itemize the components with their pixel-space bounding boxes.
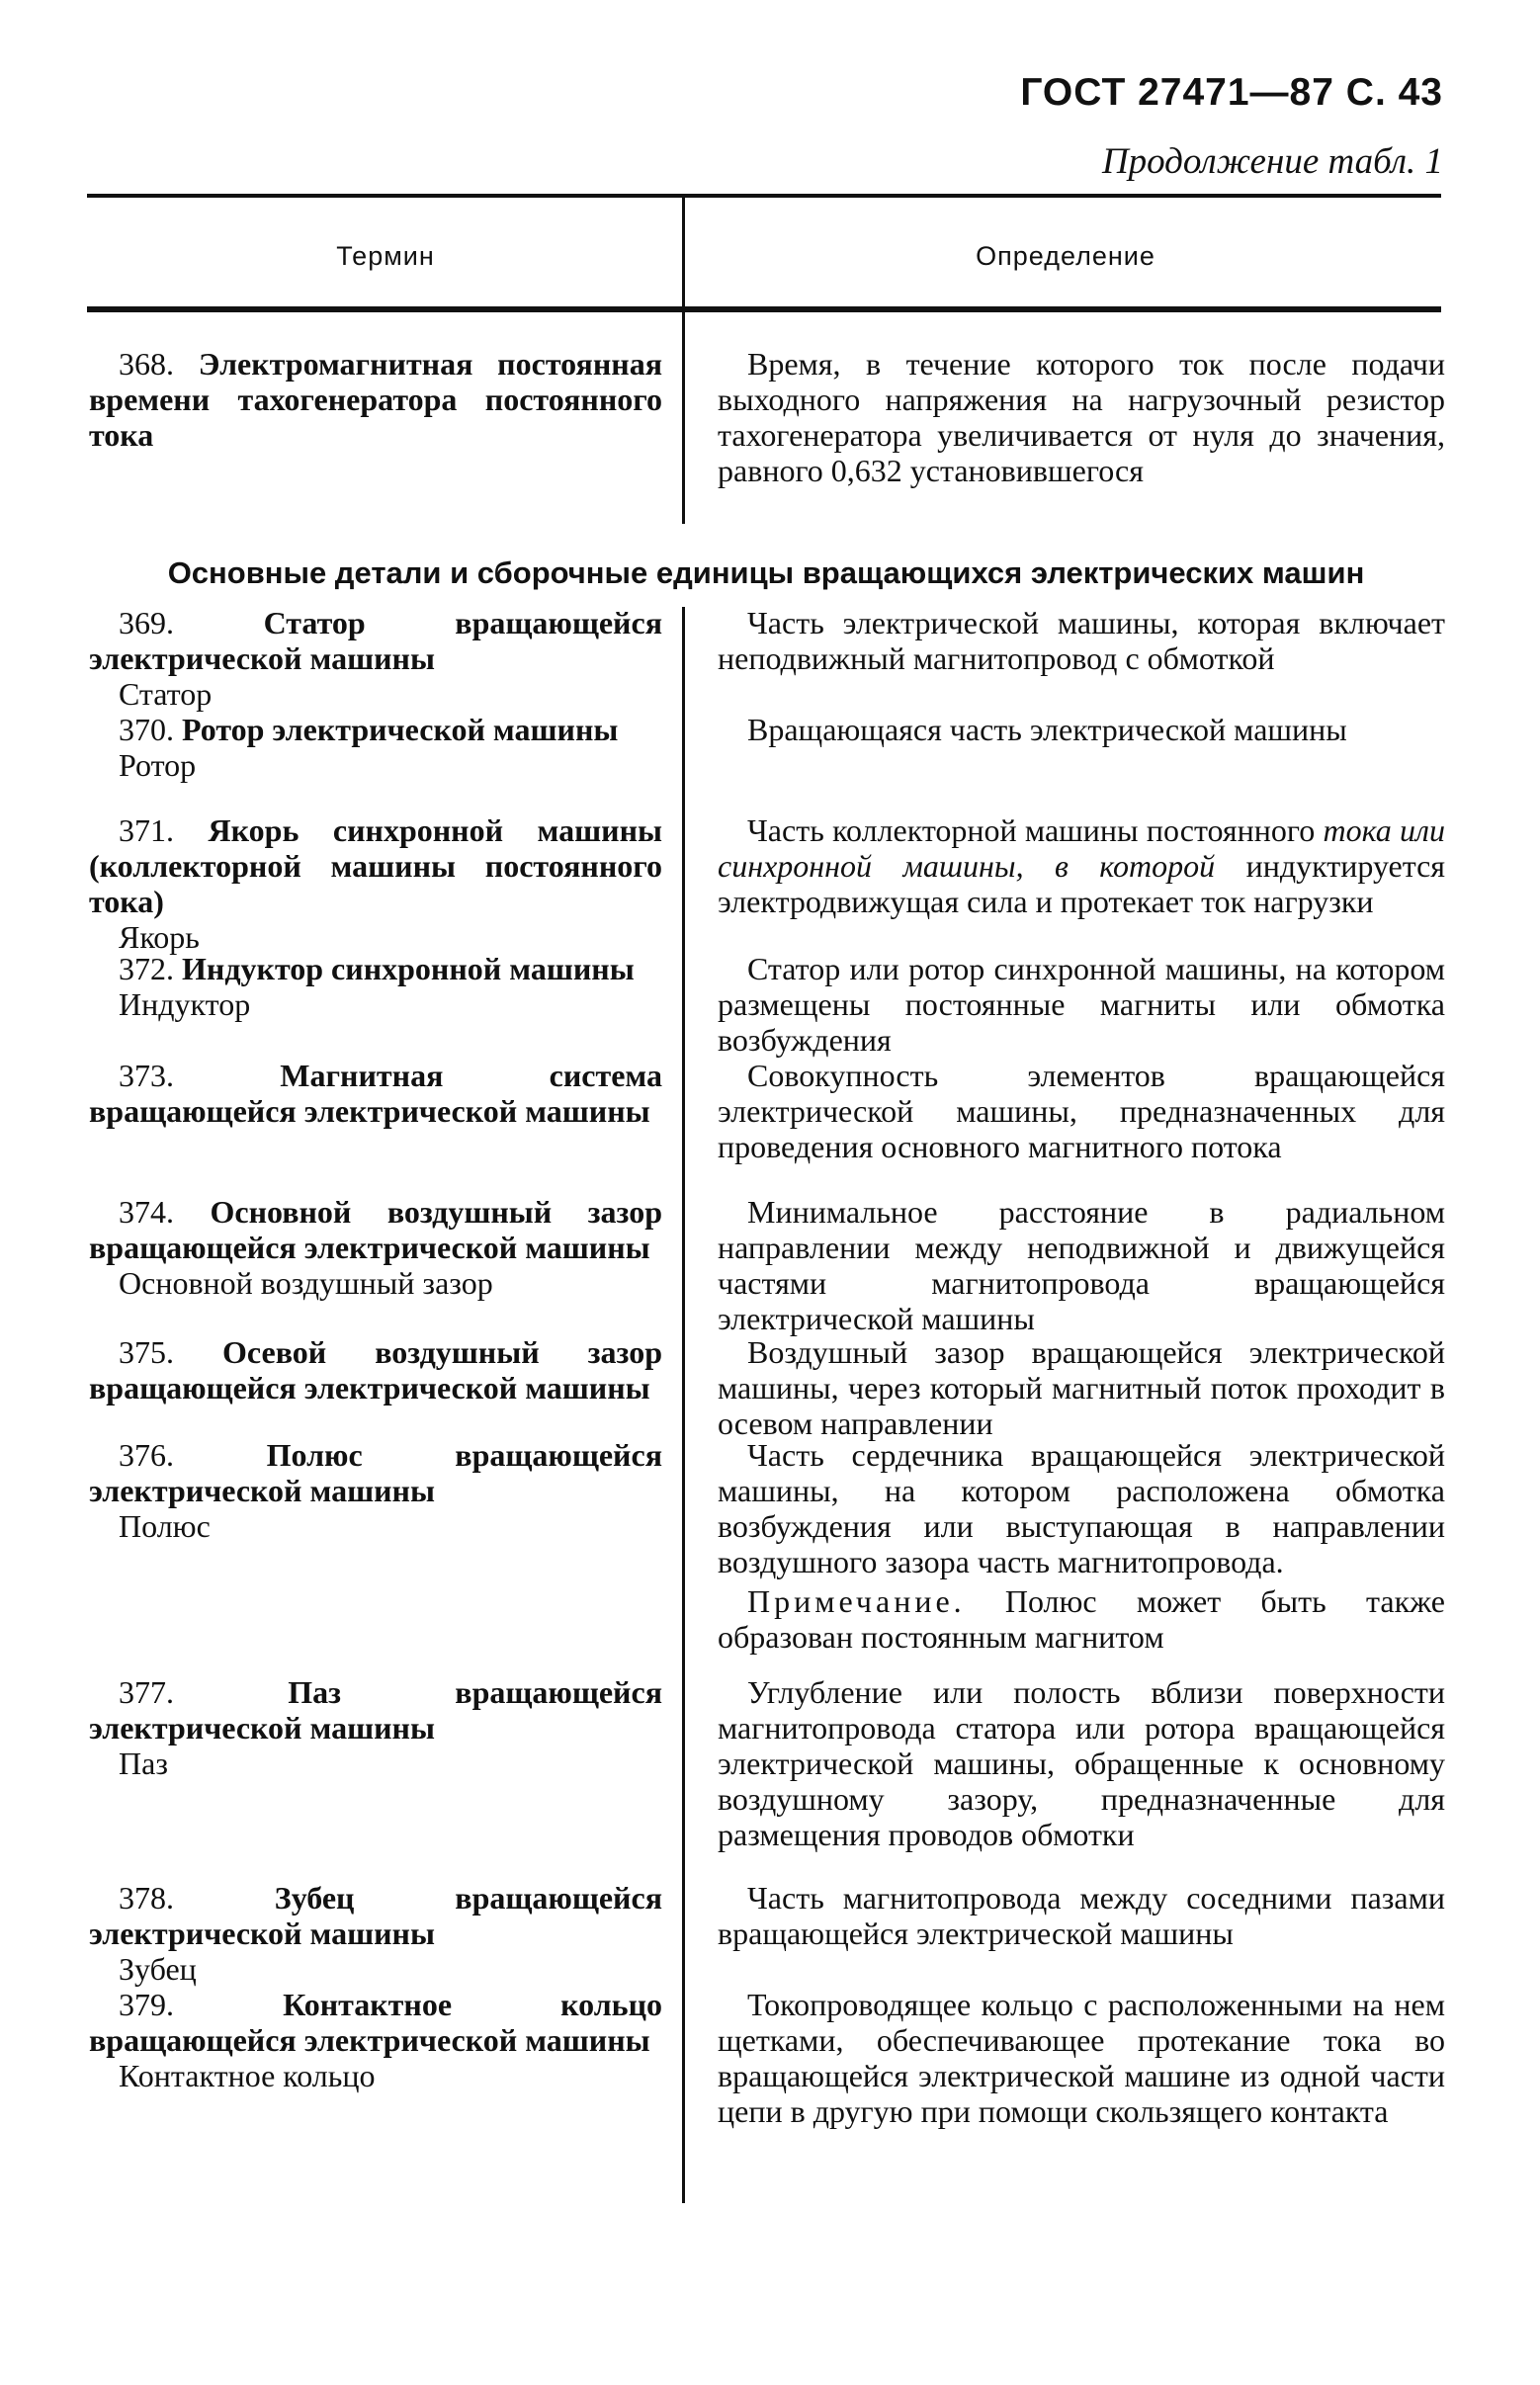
term-378 (89, 1880, 662, 1987)
term-374 (89, 1194, 662, 1301)
term-number: 372. (119, 951, 174, 986)
table-continuation-label: Продолжение табл. 1 (1101, 141, 1443, 182)
table-top-rule (87, 194, 1441, 198)
term-number: 377. (119, 1674, 174, 1710)
term-377 (89, 1674, 662, 1781)
definition-379: Токопроводящее кольцо с расположенными на нем щетками, обеспечивающее протекание тока во вращающейся электрической машине из одной части цепи в другую при помощи скользящего контакта (718, 1987, 1445, 2129)
term-short-form: Ротор (119, 747, 197, 783)
term-number: 378. (119, 1880, 174, 1916)
term-372 (89, 951, 662, 1022)
definition-368: Время, в течение которого ток после подачи выходного напряжения на нагрузочный резистор тахогенератора увеличивается от нуля до значения, равного 0,632 установившегося (718, 346, 1445, 488)
term-number: 368. (119, 346, 174, 382)
term-number: 379. (119, 1987, 174, 2022)
definition-374: Минимальное расстояние в радиальном направлении между неподвижной и движущейся частями магнитопровода вращающейся электрической машины (718, 1194, 1445, 1336)
term-370 (89, 712, 662, 783)
term-368 (89, 346, 662, 453)
term-number: 373. (119, 1058, 174, 1093)
table-header-rule (87, 306, 1441, 312)
term-375 (89, 1334, 662, 1405)
term-369 (89, 605, 662, 712)
term-name: Якорь синхронной машины (коллекторной машины постоянного тока) (89, 812, 663, 919)
term-short-form: Индуктор (119, 986, 251, 1022)
note-label: Примечание. (747, 1583, 966, 1619)
term-name: Ротор электрической машины (182, 712, 619, 747)
term-name: Контактное кольцо вращающейся электрической машины (89, 1987, 663, 2058)
term-short-form: Якорь (119, 919, 200, 955)
definition-376: Часть сердечника вращающейся электрической машины, на котором расположена обмотка возбуждения или выступающая в направлении воздушного зазора часть магнитопровода. Примечание. Полюс может быть также образован постоянным магнитом (718, 1437, 1445, 1655)
term-376 (89, 1437, 662, 1544)
definition-372: Статор или ротор синхронной машины, на котором размещены постоянные магниты или обмотка возбуждения (718, 951, 1445, 1058)
definition-377: Углубление или полость вблизи поверхности магнитопровода статора или ротора вращающейся электрической машины, обращенные к основному воздушному зазору, предназначенные для размещения проводов обмотки (718, 1674, 1445, 1852)
term-number: 370. (119, 712, 174, 747)
definition-375: Воздушный зазор вращающейся электрической машины, через который магнитный поток проходит в осевом направлении (718, 1334, 1445, 1441)
definition-373: Совокупность элементов вращающейся электрической машины, предназначенных для проведения основного магнитного потока (718, 1058, 1445, 1164)
term-short-form: Основной воздушный зазор (119, 1265, 493, 1301)
term-number: 371. (119, 812, 174, 848)
term-short-form: Статор (119, 676, 213, 712)
column-header-term: Термин (336, 241, 435, 271)
term-number: 375. (119, 1334, 174, 1370)
term-name: Зубец вращающейся электрической машины (89, 1880, 662, 1951)
term-name: Полюс вращающейся электрической машины (89, 1437, 663, 1508)
term-name: Статор вращающейся электрической машины (89, 605, 662, 676)
term-short-form: Паз (119, 1746, 168, 1781)
note (718, 1583, 1445, 1655)
term-379 (89, 1987, 662, 2093)
term-name: Индуктор синхронной машины (182, 951, 635, 986)
term-short-form: Полюс (119, 1508, 211, 1544)
term-373 (89, 1058, 662, 1129)
term-name: Осевой воздушный зазор вращающейся электрической машины (89, 1334, 663, 1405)
term-number: 376. (119, 1437, 174, 1473)
term-name: Паз вращающейся электрической машины (89, 1674, 662, 1746)
term-short-form: Зубец (119, 1951, 197, 1987)
term-name: Основной воздушный зазор вращающейся электрической машины (89, 1194, 663, 1265)
term-name: 368. Электромагнитная постоянная времени тахогенератора постоянного тока (89, 346, 663, 453)
definition-369: Часть электрической машины, которая включает неподвижный магнитопровод с обмоткой (718, 605, 1445, 676)
term-name: Магнитная система вращающейся электрической машины (89, 1058, 663, 1129)
term-short-form: Контактное кольцо (119, 2058, 376, 2093)
column-header-definition: Определение (976, 241, 1155, 271)
definition-378: Часть магнитопровода между соседними пазами вращающейся электрической машины (718, 1880, 1445, 1951)
section-title: Основные детали и сборочные единицы вращающихся электрических машин (167, 555, 1365, 590)
note-text: Полюс может быть также образован постоянным магнитом (718, 1583, 1445, 1655)
term-371 (89, 812, 662, 955)
term-number: 374. (119, 1194, 174, 1230)
column-divider-bottom (682, 607, 685, 2203)
definition-370: Вращающаяся часть электрической машины (747, 712, 1347, 747)
term-number: 369. (119, 605, 174, 640)
definition-371: Часть коллекторной машины постоянного тока или синхронной машины, в которой индуктируется электродвижущая сила и протекает ток нагрузки (718, 812, 1446, 919)
page-header: ГОСТ 27471—87 С. 43 (1020, 71, 1443, 114)
